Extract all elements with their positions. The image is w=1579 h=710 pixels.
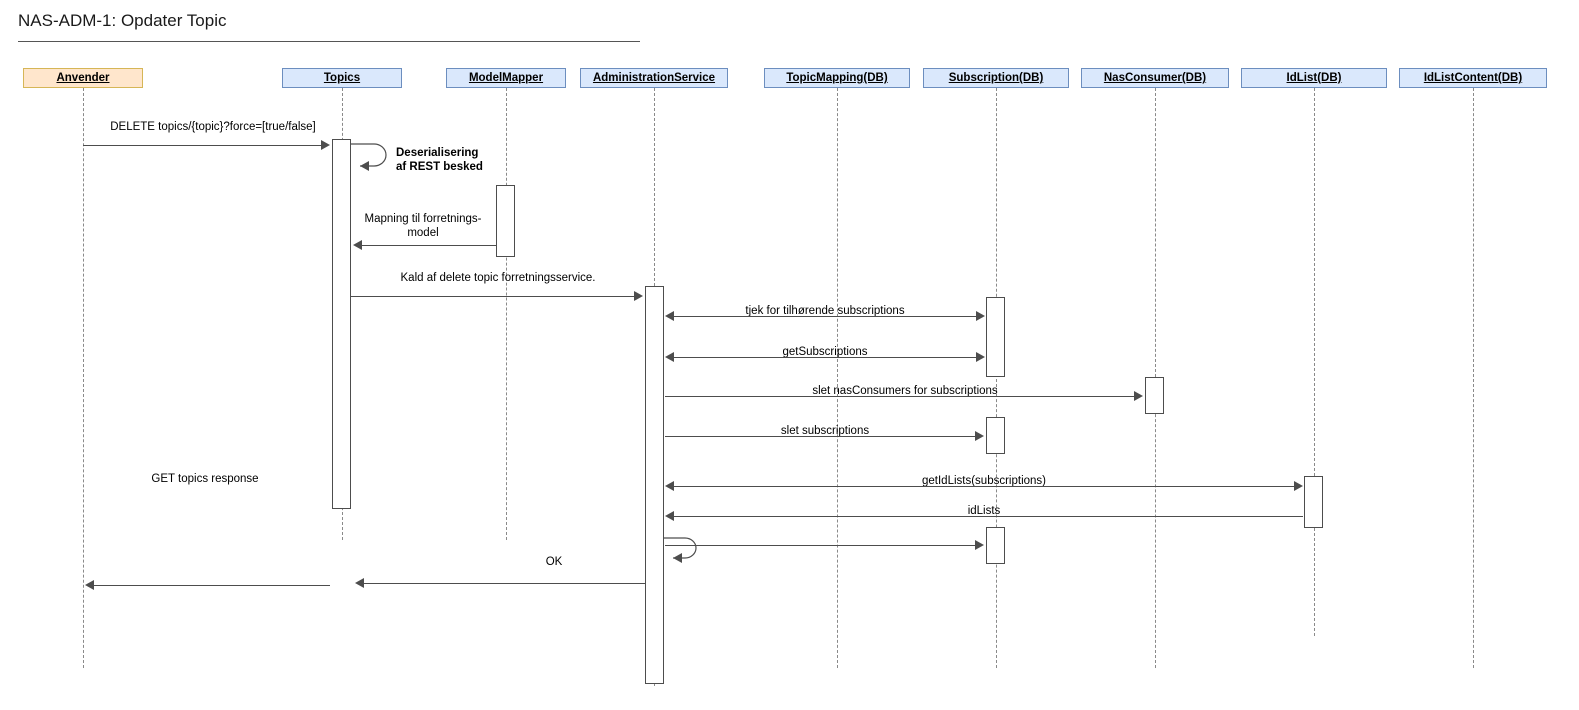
message-line-delete-topics: [83, 145, 321, 146]
title-divider: [18, 41, 640, 42]
activation-modelmapper: [496, 185, 515, 257]
message-label-slet-subscriptions: slet subscriptions: [780, 425, 870, 437]
lifeline-head-topics[interactable]: Topics: [282, 68, 402, 88]
lifeline-head-nasconsumer[interactable]: NasConsumer(DB): [1081, 68, 1229, 88]
message-label-slet-nasconsumers: slet nasConsumers for subscriptions: [812, 385, 998, 397]
message-line-kald-delete-topic: [351, 296, 634, 297]
message-label-kald-delete-topic: Kald af delete topic forretningsservice.: [400, 272, 596, 284]
message-arrow-slet-subscriptions: [975, 431, 984, 441]
message-arrow-delete-topics: [321, 140, 330, 150]
lifeline-line-subscription: [996, 88, 997, 668]
message-arrow-idlists: [665, 511, 674, 521]
activation-subscription-2: [986, 417, 1005, 454]
activation-subscription-1: [986, 297, 1005, 377]
lifeline-head-idlistcontent[interactable]: IdListContent(DB): [1399, 68, 1547, 88]
lifeline-head-topicmapping[interactable]: TopicMapping(DB): [764, 68, 910, 88]
lifeline-line-idlistcontent: [1473, 88, 1474, 668]
message-arrow-slet-idlists: [975, 540, 984, 550]
page-title: NAS-ADM-1: Opdater Topic: [18, 11, 227, 30]
message-line-get-idlists: [674, 486, 1294, 487]
message-label-ok: OK: [545, 556, 563, 568]
message-line-ok: [364, 583, 645, 584]
activation-topics: [332, 139, 351, 509]
message-label-deserialisering-line1: Deserialisering: [396, 147, 479, 159]
message-arrow-slet-nasconsumers: [1134, 391, 1143, 401]
activation-subscription-3: [986, 527, 1005, 564]
message-line-mapning: [362, 245, 496, 246]
message-label-delete-topics: DELETE topics/{topic}?force=[true/false]: [110, 121, 316, 133]
lifeline-line-anvender: [83, 88, 84, 668]
lifeline-line-topicmapping: [837, 88, 838, 668]
message-line-slet-nasconsumers: [665, 396, 1134, 397]
message-line-get-topics-response: [94, 585, 330, 586]
message-arrow-ok: [355, 578, 364, 588]
message-arrow-tjek-subscriptions-right: [976, 311, 985, 321]
message-label-mapning-line1: Mapning til forretnings-: [364, 213, 482, 225]
message-line-slet-subscriptions: [665, 436, 975, 437]
message-line-slet-idlists: [665, 545, 975, 546]
lifeline-head-anvender[interactable]: Anvender: [23, 68, 143, 88]
message-arrow-get-subscriptions-right: [976, 352, 985, 362]
lifeline-head-idlist[interactable]: IdList(DB): [1241, 68, 1387, 88]
message-arrow-get-idlists-left: [665, 481, 674, 491]
message-arrow-kald-delete-topic: [634, 291, 643, 301]
message-arrow-get-topics-response: [85, 580, 94, 590]
lifeline-head-subscription[interactable]: Subscription(DB): [923, 68, 1069, 88]
lifeline-line-modelmapper: [506, 88, 507, 540]
message-line-idlists: [674, 516, 1303, 517]
message-arrow-tjek-subscriptions-left: [665, 311, 674, 321]
message-line-tjek-subscriptions: [674, 316, 976, 317]
self-message-deserialisering: [348, 138, 396, 183]
message-label-get-idlists: getIdLists(subscriptions): [922, 475, 1046, 487]
activation-idlist: [1304, 476, 1323, 528]
message-arrow-mapning: [353, 240, 362, 250]
lifeline-head-administrationservice[interactable]: AdministrationService: [580, 68, 728, 88]
message-arrow-get-subscriptions-left: [665, 352, 674, 362]
lifeline-head-modelmapper[interactable]: ModelMapper: [446, 68, 566, 88]
activation-nasconsumer: [1145, 377, 1164, 414]
message-label-deserialisering-line2: af REST besked: [396, 161, 483, 173]
activation-administrationservice: [645, 286, 664, 684]
message-line-get-subscriptions: [674, 357, 976, 358]
message-label-get-topics-response: GET topics response: [151, 473, 259, 485]
message-label-idlists: idLists: [967, 505, 1001, 517]
lifeline-line-idlist: [1314, 88, 1315, 636]
message-label-mapning-line2: model: [407, 227, 439, 239]
message-label-get-subscriptions: getSubscriptions: [782, 346, 868, 358]
message-arrow-get-idlists-right: [1294, 481, 1303, 491]
message-label-tjek-subscriptions: tjek for tilhørende subscriptions: [745, 305, 905, 317]
